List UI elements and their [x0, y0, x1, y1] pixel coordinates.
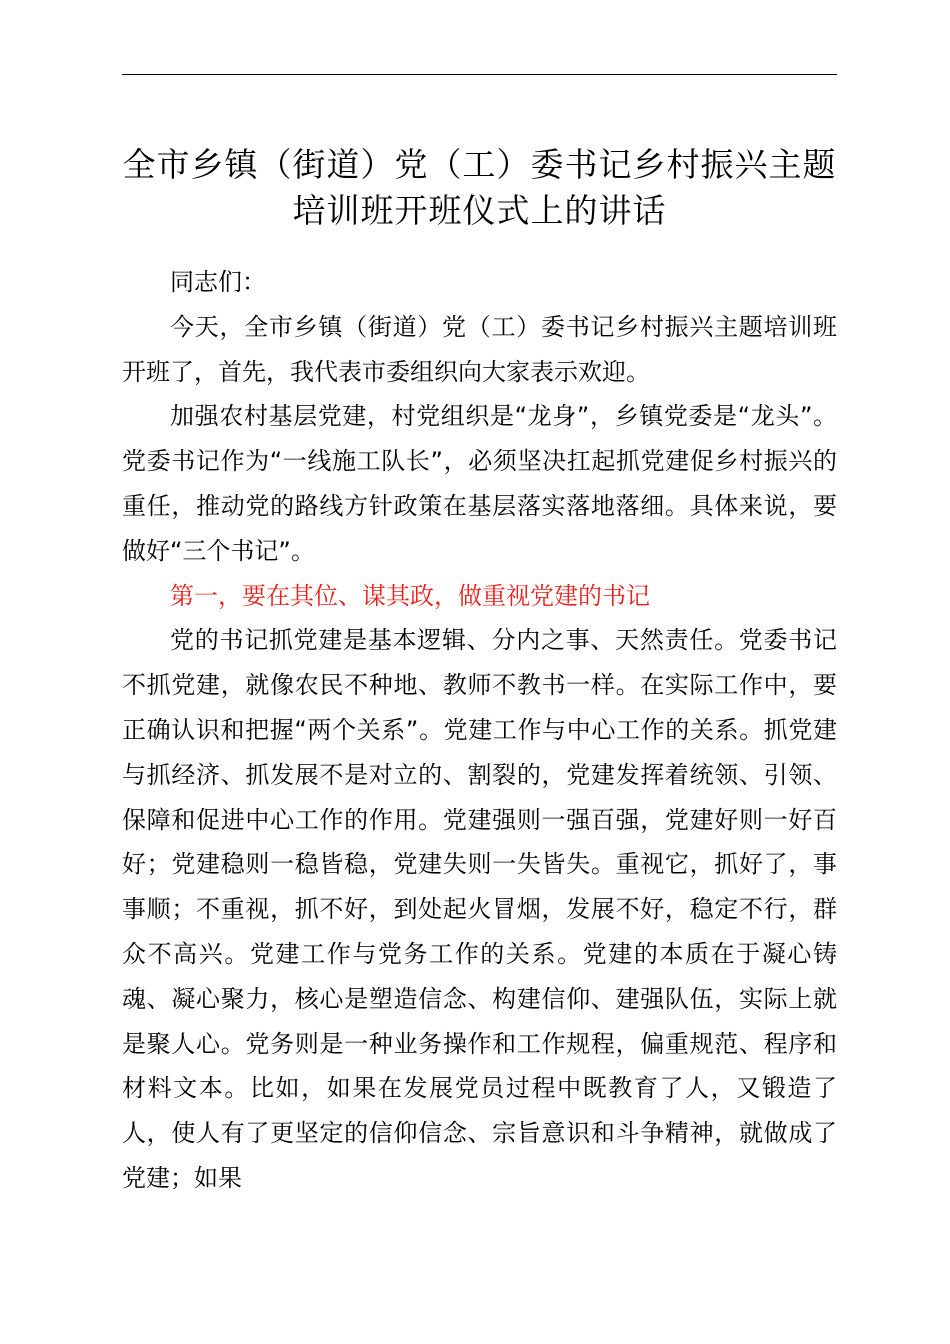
paragraph-welcome: 今天，全市乡镇（街道）党（工）委书记乡村振兴主题培训班开班了，首先，我代表市委组织向大家表示欢迎。	[122, 312, 837, 386]
document-body	[122, 260, 837, 1201]
section-heading-first: 第一，要在其位、谋其政，做重视党建的书记	[170, 581, 650, 610]
header-rule	[122, 74, 837, 75]
paragraph-intro: 加强农村基层党建，村党组织是“龙身”，乡镇党委是“龙头”。党委书记作为“一线施工队长”，必须坚决扛起抓党建促乡村振兴的重任，推动党的路线方针政策在基层落实落地落细。具体来说，要做好“三个书记”。	[122, 402, 837, 565]
salutation: 同志们：	[170, 268, 266, 296]
paragraph-section-first: 党的书记抓党建是基本逻辑、分内之事、天然责任。党委书记不抓党建，就像农民不种地、教师不教书一样。在实际工作中，要正确认识和把握“两个关系”。党建工作与中心工作的关系。抓党建与抓经济、抓发展不是对立的、割裂的，党建发挥着统领、引领、保障和促进中心工作的作用。党建强则一强百强，党建好则一好百好；党建稳则一稳皆稳，党建失则一失皆失。重视它，抓好了，事事顺；不重视，抓不好，到处起火冒烟，发展不好，稳定不行，群众不高兴。党建工作与党务工作的关系。党建的本质在于凝心铸魂、凝心聚力，核心是塑造信念、构建信仰、建强队伍，实际上就是聚人心。党务则是一种业务操作和工作规程，偏重规范、程序和材料文本。比如，如果在发展党员过程中既教育了人，又锻造了人，使人有了更坚定的信仰信念、宗旨意识和斗争精神，就做成了党建；如果	[122, 626, 837, 1192]
document-title: 全市乡镇（街道）党（工）委书记乡村振兴主题培训班开班仪式上的讲话	[122, 145, 837, 230]
